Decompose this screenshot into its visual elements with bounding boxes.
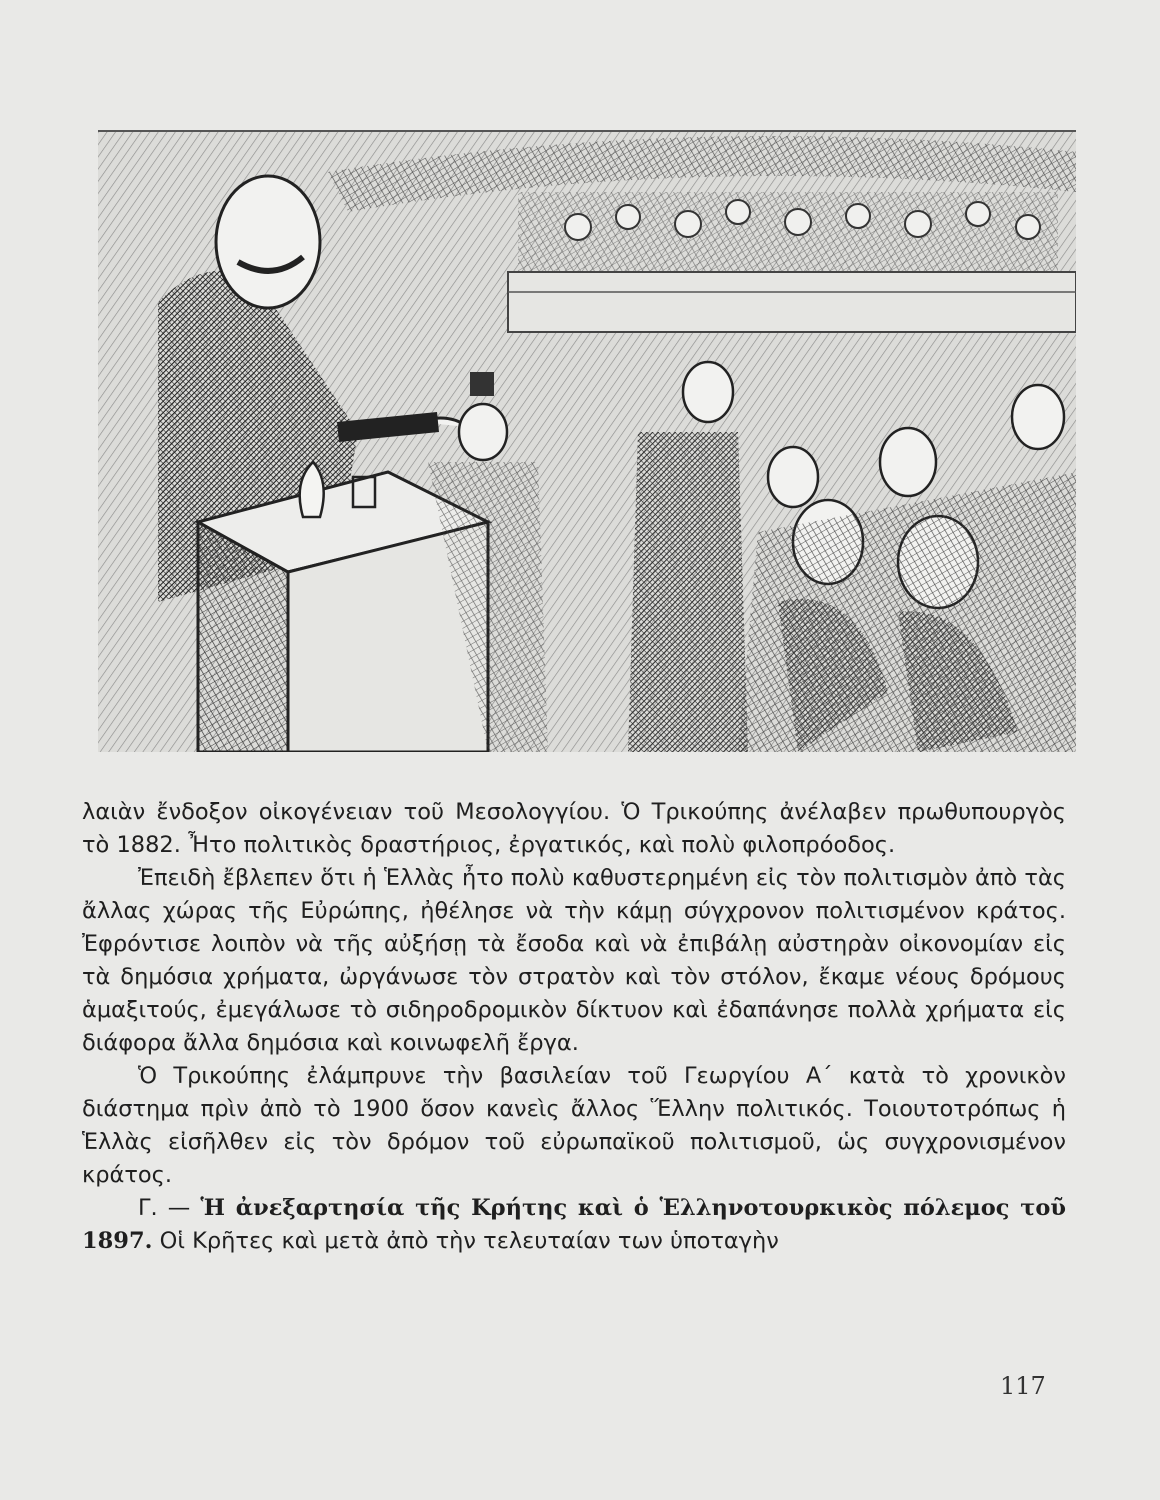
paragraph-3: Ὁ Τρικούπης ἐλάμπρυνε τὴν βασιλείαν τοῦ Γεωργίου Α΄ κατὰ τὸ χρονικὸν διάστημα πρὶν ἀπὸ τὸ 1900 ὅσον κανεὶς ἄλλος Ἕλλην πολιτικός. Τοιουτοτρόπως ἡ Ἑλλὰς εἰσῆλθεν εἰς τὸν δρόμον τοῦ εὐρωπαϊκοῦ πολιτισμοῦ, ὡς συγχρονισμένον κράτος. xyxy=(82,1063,1066,1188)
body-text xyxy=(82,796,1066,1258)
parliament-illustration xyxy=(98,130,1076,752)
paragraph-2: Ἐπειδὴ ἔβλεπεν ὅτι ἡ Ἑλλὰς ἦτο πολὺ καθυστερημένη εἰς τὸν πολιτισμὸν ἀπὸ τὰς ἄλλας χώρας τῆς Εὐρώπης, ἠθέλησε νὰ τὴν κάμῃ σύγχρονον πολιτισμένον κράτος. Ἐφρόντισε λοιπὸν νὰ τῆς αὐξήσῃ τὰ ἔσοδα καὶ νὰ ἐπιβάλῃ αὐστηρὰν οἰκονομίαν εἰς τὰ δημόσια χρήματα, ὠργάνωσε τὸν στρατὸν καὶ τὸν στόλον, ἔκαμε νέους δρόμους ἁμαξιτούς, ἐμεγάλωσε τὸ σιδηροδρομικὸν δίκτυον καὶ ἐδαπάνησε πολλὰ χρήματα εἰς διάφορα ἄλλα δημόσια καὶ κοινωφελῆ ἔργα. xyxy=(82,865,1066,1056)
section-text: Οἱ Κρῆτες καὶ μετὰ ἀπὸ τὴν τελευταίαν των ὑποταγὴν xyxy=(159,1228,779,1254)
section-label: Γ. — xyxy=(138,1195,191,1221)
section-paragraph xyxy=(82,1192,1066,1258)
section-heading: Ἡ ἀνεξαρτησία τῆς Κρήτης καὶ ὁ Ἑλληνοτουρκικὸς πόλεμος τοῦ 1897. xyxy=(82,1195,1067,1254)
illustration-drawing xyxy=(98,132,1076,752)
paragraph-1: λαιὰν ἔνδοξον οἰκογένειαν τοῦ Μεσολογγίου. Ὁ Τρικούπης ἀνέλαβεν πρωθυπουργὸς τὸ 1882. Ἦτο πολιτικὸς δραστήριος, ἐργατικός, καὶ πολὺ φιλοπρόοδος. xyxy=(82,799,1066,858)
page-number: 117 xyxy=(1000,1372,1046,1400)
